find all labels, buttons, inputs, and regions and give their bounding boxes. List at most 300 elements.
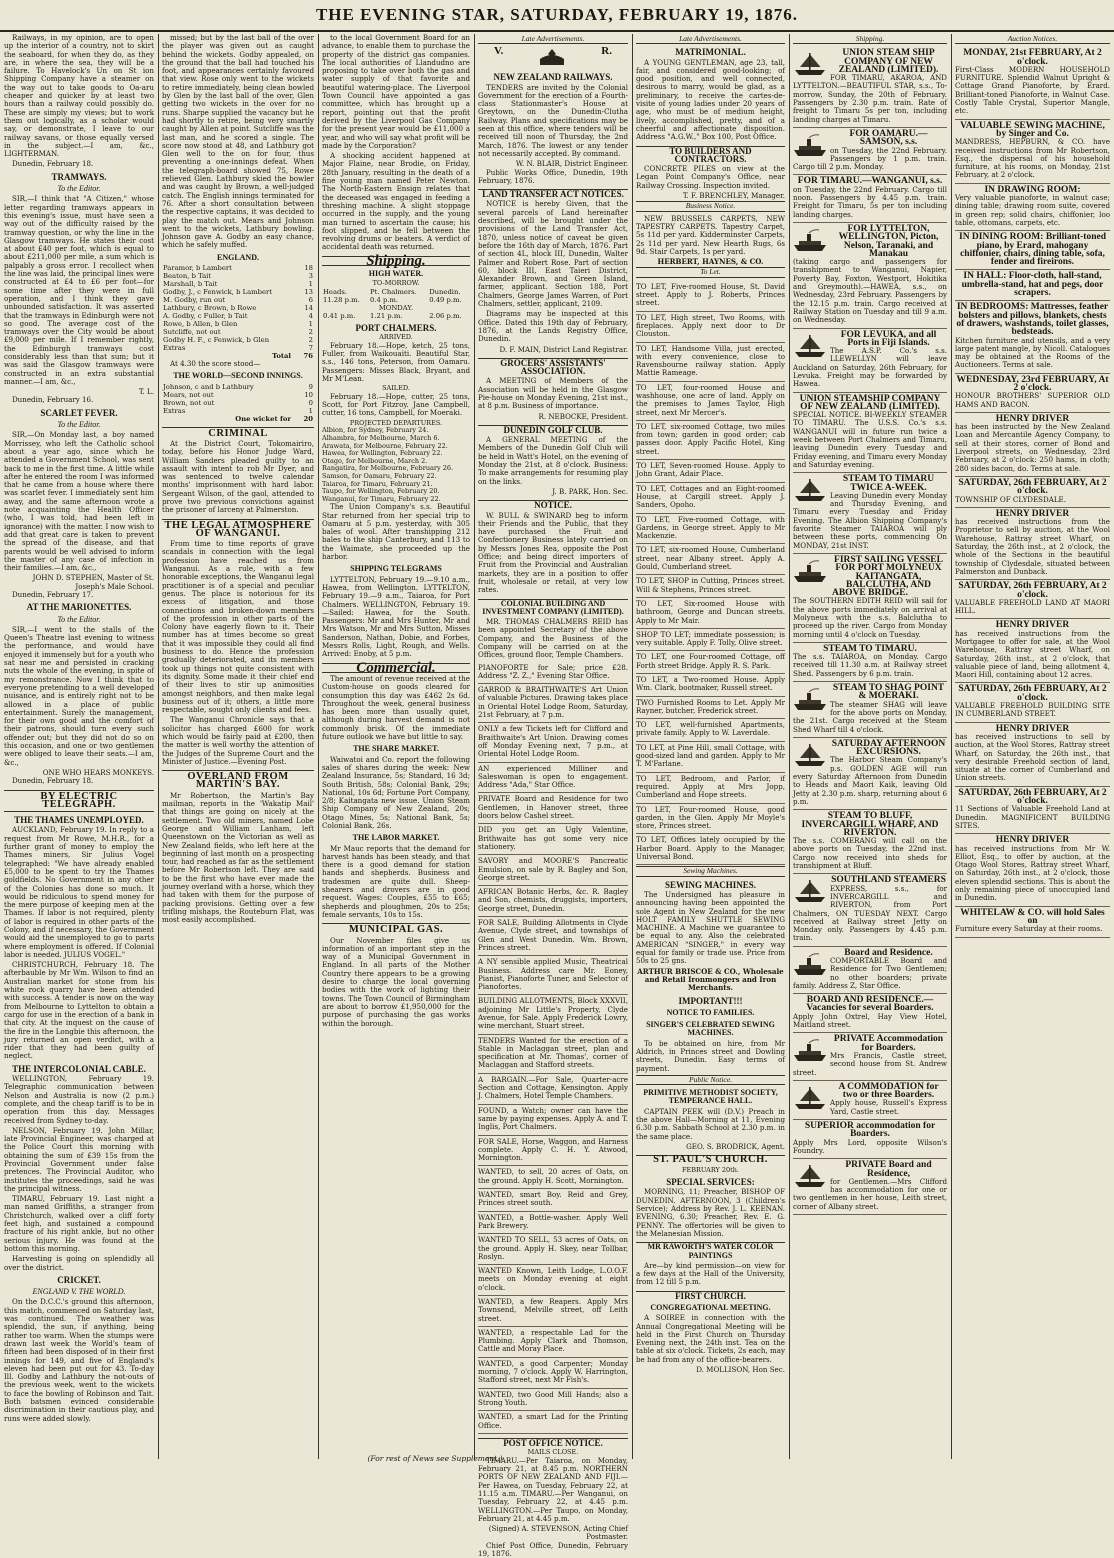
- to-let-ad: [636, 651, 785, 674]
- ad-signature: GEO. S. BRODRICK, Agent.: [686, 1141, 785, 1151]
- classified-ad: [478, 1411, 628, 1434]
- ad-text: WANTED TO SELL, 53 acres of Oats, on the ground. Apply H. Skey, near Tollbar, Roslyn.: [478, 1235, 628, 1261]
- heading-notice-families: NOTICE TO FAMILIES.: [666, 1007, 755, 1017]
- ad-body: W. BULL & SWINARD beg to inform their Friends and the Public, that they have purchased the Fruit and Confectionery Business lately carried on by Messrs Jones Rea, opposite the Post Office; and being direct importers of Fruit from the Provincial and Australian markets, they are in a position to offer fruit, wholesale or retail, at very low rates.: [478, 510, 628, 595]
- classified-ad: [478, 995, 628, 1034]
- auction-ad: [955, 907, 1110, 938]
- classified-ad: [478, 1212, 628, 1235]
- runs: 6: [308, 296, 313, 305]
- ad-text: WANTED, two Good Mill Hands; also a Strong Youth.: [478, 1389, 628, 1407]
- runs: 1: [308, 280, 313, 289]
- classified-ad: [478, 855, 628, 886]
- ad-text: AN experienced Milliner and Saleswoman is open to engagement. Address "Ada," Star Office.: [478, 763, 628, 790]
- heading-share-market: THE SHARE MARKET.: [353, 744, 439, 754]
- score-row: [162, 272, 314, 280]
- shipping-ad: [793, 738, 947, 810]
- shipping-ad: [793, 47, 947, 128]
- letter-body: SIR,—I think that "A Citizen," whose letter regarding tramways appears in this evening's issue, must have seen a way out of the difficulty raised by the tramway question, or why the line in the Glasgow tramways. He states their cost at about £40 per foot, which is equal to about £211,000 per mile, a sum which is palpably a gross error. I recollect when the line was laid, the principal lines were constructed at £4 to £6 per foot—for some time after they were in full operation, and I think they gave unbounded satisfaction. It was asserted that the tramways in Edinburgh were not so good. The average cost of the tramways over the City would be about £9,000 per mile. If I remember rightly, the Edinburgh tramways cost considerably less than that sum; but it was said the Glasgow tramways were constructed in an extra substantial manner.—I am, &c.,: [4, 194, 154, 386]
- auction-ad: [955, 231, 1110, 270]
- news-body: Mr Robertson, the Martin's Bay mailman, reports in the 'Wakatip Mail' that things are going on nicely at the settlement. Two old miners, named Lobe George and William Lanham, left Queenstown on the Victorian as well as New Zealand fields, who left here at the beginning of last month on a prospecting tour, had reached as far as the settlement before Mr Robertson left. They are said to be the first who have ever made the journey overland with a horse, which they had taken with them for the purpose of packing provisions. Getting over a few trifling mishaps, the Routeburn Flat, was most easily accomplished.: [162, 790, 314, 925]
- heading-notice: NOTICE.: [478, 500, 628, 509]
- section-heading: Late Advertisements.: [478, 35, 628, 44]
- score-row: [162, 320, 314, 328]
- heading-post-office: POST OFFICE NOTICE.: [478, 1438, 628, 1447]
- ad-title: SATURDAY AFTERNOON EXCURSIONS.: [831, 738, 946, 758]
- steamer-icon: [793, 1037, 827, 1063]
- auction-ad: [955, 834, 1110, 906]
- batsman: Johnson, c and b Lathbury: [163, 382, 254, 391]
- ad-title: WEDNESDAY, 23rd FEBRUARY, At 2 o'clock.: [956, 374, 1109, 393]
- ad-signature: D. MOLLISON, Hon Sec.: [696, 1365, 785, 1375]
- page-footer: (For rest of News see Supplement.): [367, 1454, 503, 1463]
- ad-body: TIMARU.—Per Taiaroa, on Monday, February 21, at 8.45 p.m. NORTHERN PORTS OF NEW ZEALAND AND FIJI.—Per Hawea, on Tuesday, February 22, at 11.15 a.m. TIMARU.—Per Wanganui, on Tuesday, February 22, at 4.45 p.m. WELLINGTON.—Per Taupo, on Monday, February 21, at 4.45 p.m.: [478, 1455, 628, 1523]
- section-heading: To Let.: [636, 267, 785, 277]
- ad-title: Board and Residence.: [844, 947, 933, 958]
- ad-title: SATURDAY, 26th FEBRUARY, At 2 o'clock.: [958, 684, 1107, 703]
- hw-col: Heads.: [323, 287, 348, 296]
- heading-labor-market: THE LABOR MARKET.: [352, 833, 440, 843]
- shipping-ad: [793, 643, 947, 682]
- batsman: Beaton, b Tait: [163, 272, 212, 281]
- newspaper-title: THE EVENING STAR, SATURDAY, FEBRUARY 19, 1876.: [315, 5, 799, 24]
- batsman: Brown, not out: [163, 398, 215, 407]
- ad-text: TO LET, a Two-roomed House. Apply Wm. Clark, bootmaker, Russell street.: [636, 675, 785, 693]
- sailing-ship-icon: [793, 1163, 827, 1189]
- masthead: [0, 0, 1114, 32]
- ad-text: WANTED, a Bottle-washer. Apply Well Park Brewery.: [478, 1212, 628, 1230]
- runs: 7: [308, 344, 313, 353]
- ad-text: FOR SALE, Horse, Waggon, and Harness complete. Apply C. H. Y. Atwood, Mornington.: [478, 1136, 628, 1163]
- heading-port-chalmers: PORT CHALMERS.: [355, 322, 437, 333]
- ad-text: WANTED, a respectable Lad for the Plumbing. Apply Clark and Thomson, Cattle and Moray Place.: [478, 1327, 628, 1354]
- ad-text: The s.s. COMERANG will call on the above ports on Tuesday, the 22nd inst. Cargo now received into sheds for transhipment at Bluff.: [793, 836, 947, 871]
- auction-ad: [955, 374, 1110, 413]
- classified-ad: [478, 1136, 628, 1167]
- ad-title: HENRY DRIVER: [995, 620, 1070, 631]
- to-let-ad: [636, 544, 785, 575]
- total-value: 20: [303, 414, 313, 423]
- news-body: February 18.—Hope, cutter, 25 tons, Scott, for Port Fitzroy. Jane Campbell, cutter, 16 tons, Campbell, for Moeraki.: [322, 391, 470, 418]
- ad-text: FOR TIMARU, AKAROA, AND LYTTELTON.—BEAUTIFUL STAR, s.s., To-morrow, Sunday, the 20th of February. Passengers by 2.30 p.m. train. Rate of freight to Timaru 5s per ton, including landing charges at Timaru.: [793, 73, 947, 124]
- news-body: LYTTELTON, February 19.—9.10 a.m., Hawea, from Wellington. LYTTELTON, February 19.—9 a.m., Taiaroa, for Port Chalmers. WELLINGTON, February 19.—Sailed: Hawea, for the South. Passengers: Mr and Mrs Hunter, Mr and Mrs Watson, Mr and Mrs Sutton, Misses Sanderson, Nathan, Dobie, and Forbes, Messrs Rolls, Light, Rough, and Wells. Arrived: Enoby, at 5 p.m.: [322, 574, 470, 659]
- news-body: Mr Mauc reports that the demand for harvest hands has been steady, and that there is a good demand for station hands and shepherds. Business and tradesmen are quite dull. Sheep-shearers and drovers are in good request. Wages: Couples, £55 to £65; shepherds and ploughmen, 20s to 25s; female servants, 10s to 15s.: [322, 843, 470, 919]
- to-let-ad: [636, 382, 785, 421]
- shipping-ad: [793, 128, 947, 175]
- england-scorecard: [162, 264, 314, 352]
- ad-text: MANDRESS, HEPBURN, & CO. have received instructions from Mr Robertson, Esq., the dispersal of his household furniture, at his rooms, on Monday, 21st February, at 2 o'clock.: [955, 137, 1110, 180]
- ad-body: MR. THOMAS CHALMERS REID has been appointed Secretary of the above Company, and the Business of the Company will be carried on at the Offices, ground floor, Temple Chambers.: [478, 617, 628, 660]
- to-let-list: [636, 281, 785, 866]
- score-row: [162, 304, 314, 312]
- heading-raworth: MR RAWORTH'S WATER COLOR PAINTINGS: [636, 1242, 785, 1260]
- batsman: Godby H. F., c Fenwick, b Glen: [163, 336, 270, 345]
- to-let-ad: [636, 629, 785, 652]
- ad-title: IN DINING ROOM: Brilliant-toned piano, by Erard, mahogany chiffonier, chairs, dining table, sofa, fender and fireirons.: [959, 232, 1106, 268]
- heading-telegrams: SHIPPING TELEGRAMS: [350, 564, 442, 574]
- ad-text: SHOP TO LET; immediate possession; is very suitable. Apply F. Tolly, Olive street.: [636, 629, 785, 648]
- news-body: The amount of revenue received at the Custom-house on goods cleared for consumption this day was £462 2s 6d. Throughout the week, general business has been more than usually quiet, although during harvest demand is not commonly brisk. Of the immediate future outlook we have but little to say.: [322, 673, 470, 742]
- news-body: On the D.C.C.'s ground this afternoon, this match, commenced on Saturday last, was continued. The weather was splendid, the sun, if anything, being rather too warm. When the stumps were drawn last week the World's team of fifteen had been disposed of in their first innings for 149, and five of England's eleven had been put out for 43. To-day Ill. Godby and Lathbury the not-outs of the previous week, went to the wickets to face the bowling of Robinson and Tait. Both batsmen evinced considerable discrimination in their cautious play, and runs were added slowly.: [4, 1297, 154, 1423]
- total-label: One wicket for: [235, 414, 291, 423]
- ad-title: HENRY DRIVER: [995, 723, 1070, 734]
- ad-text: TO LET, six-roomed Cottage, two miles from town; garden in good order; cab passes door. Apply Pacific Hotel, King street.: [636, 421, 785, 456]
- classified-ad: [478, 684, 628, 723]
- subheading: PROJECTED DEPARTURES.: [349, 418, 443, 427]
- shipping-ad: [793, 682, 947, 738]
- heading-scarlet-fever: SCARLET FEVER.: [40, 407, 118, 418]
- ad-body: To be obtained on hire, from Mr Aldrich, in Princes street and Dowling streets, Dunedin. Easy terms of payment.: [636, 1038, 785, 1073]
- heading-commercial: Commercial.: [322, 663, 470, 673]
- departure-item: Hawea, for Wellington, February 22.: [322, 449, 443, 458]
- ad-text: WANTED, a good Carpenter; Monday morning, 7 o'clock. Apply W. Harrington, Stafford street, next Mr Fish's.: [478, 1358, 628, 1385]
- ad-signature: HERBERT, HAYNES, & CO.: [657, 257, 764, 267]
- ad-text: WANTED, a few Reapers. Apply Mrs Townsend, Melville street, off Leith street.: [478, 1297, 628, 1323]
- ad-title: SOUTHLAND STEAMERS: [831, 875, 946, 886]
- letter-body: SIR,—On Monday last, a boy named Morrissey, who left the Catholic school about a year ago, since which he attended a Government School, was sent back to me in the first time. A little while after he entered the room I was informed that he came from a house where there was scarlet fever. I immediately sent him away, and the same afternoon wrote a note acquainting the Health Officer (who, I was told, had been left in ignorance) with the matter. I now wish to add that great care is taken to prevent the spread of the disease, and that parents would be well advised to inform the master of any case of infection in their families.—I am, &c.,: [4, 430, 154, 573]
- classified-ad: [478, 1166, 628, 1189]
- ad-title: HENRY DRIVER: [995, 413, 1070, 424]
- letter-signature: T. L.: [138, 387, 154, 397]
- ad-text: TO LET, Cottages and an Eight-roomed House, at Cargill street. Apply J. Sanders, Opoho.: [636, 483, 785, 510]
- royal-crest-icon: [535, 47, 569, 69]
- ad-text: has been instructed by the New Zealand Loan and Mercantile Agency Company, to sell at their stores, corner of Bond and Liverpool streets, on Wednesday, 23rd February, at 2 o'clock: 250 hams, in cloth; 280 sides bacon, do. Terms at sale.: [955, 422, 1110, 473]
- ad-text: TO LET, at Pine Hill, small Cottage, with good-sized land and garden. Apply to Mr T. M'Farlane.: [636, 742, 785, 769]
- ad-title: STEAM TO SHAG POINT & MOERAKI.: [832, 683, 945, 702]
- runs: 18: [304, 264, 313, 273]
- ad-text: 11 Sections of Valuable Freehold Land at Dunedin. MAGNIFICENT BUILDING SITES.: [955, 804, 1110, 830]
- ad-text: TO LET, well-furnished Apartments, private family. Apply to W. Laverdale.: [636, 720, 785, 738]
- column-rule: [632, 34, 633, 1459]
- to-let-ad: [636, 281, 785, 312]
- ad-body: TENDERS are invited by the Colonial Government for the erection of a Fourth-class Stationmaster's House at Greytown, on the Dunedin-Clutha Railway. Plans and specifications may be seen at this office, where tenders will be received till noon of Thursday, the 2nd March, 1876. The lowest or any tender not necessarily accepted. By command.: [478, 82, 628, 158]
- ad-title: SATURDAY, 26th FEBRUARY, At 2 o'clock.: [958, 581, 1107, 600]
- classified-ad: [478, 793, 628, 824]
- batsman: Sutcliffe, not out: [163, 328, 221, 337]
- ad-text: TO LET, six-roomed House, Cumberland street, near Albany street. Apply A. Gould, Cumberland street.: [636, 545, 785, 572]
- to-let-ad: [636, 460, 785, 483]
- hw-cell: 2.06 p.m.: [429, 311, 462, 320]
- heading-important: IMPORTANT!!!: [678, 995, 743, 1006]
- ad-text: (taking cargo and passengers for transhipment to Wanganui, Napier, Poverty Bay, Foxton, Westport, Hokitika and Greymouth).—HAWEA, s.s., on Wednesday, 23rd February. Passengers by the 12.15 p.m. train. Cargo received at Railway Station on Tuesday and till 9 a.m. on Wednesday.: [793, 257, 947, 325]
- runs: 2: [308, 328, 313, 337]
- hw-day: MONDAY.: [378, 303, 414, 312]
- ad-text: DID you get an Ugly Valentine, Brithwaite has got some very nice stationery.: [478, 825, 628, 851]
- shipping-ad: [793, 393, 947, 474]
- heading-municipal-gas: MUNICIPAL GAS.: [322, 923, 470, 934]
- ad-text: The s.s. TAIAROA, on Monday. Cargo received till 11.30 a.m. at Railway street Shed. Passengers by 6 p.m. train.: [793, 652, 947, 678]
- ad-signature: (Signed) A. STEVENSON, Acting Chief Postmaster.: [488, 1524, 628, 1542]
- auction-ad: [955, 413, 1110, 477]
- letter-railways: Railways, in my opinion, are to open up the interior of a country, not to skirt the seaboard, for when they do, as they are, in where the sea, they will be a failure. To Havelock's Un on St ion Shipping Company have a steamer on the way out to take goods to Oa-aru cheaper and quicker by at least two hours than a railway could possibly do. These are simply my views; but to work them out logically, as a scholar would say, or demonstrate, I leave to our railway savans, or those equally versed in the subject.—I am, &c., LIGHTERMAN.: [4, 33, 154, 159]
- news-body: February 18.—Hope, ketch, 25 tons, Fuller, from Waikouaiti. Beautiful Star, s.s., 146 tons, Peterson, from Oamaru. Passengers: Misses Black, Bryant, and Mr M'Lean.: [322, 340, 470, 383]
- runs: 14: [304, 304, 313, 313]
- classified-ad: [478, 1074, 628, 1105]
- heading-marionettes: AT THE MARIONETTES.: [26, 602, 132, 613]
- shipping-ad: [793, 994, 947, 1033]
- runs: 1: [308, 320, 313, 329]
- column-4: [478, 34, 628, 1558]
- batsman: Mears, not out: [163, 390, 214, 399]
- news-body: NELSON, February 19. John Millar, late Provincial Engineer, was charged at the Police Court this morning with obtaining the sum of £39 15s from the Provincial Government under false pretences. The Provincial Auditor, who institutes the proceedings, said he was the principal witness.: [4, 1125, 154, 1193]
- letter-date: Dunedin, February 17.: [12, 590, 94, 599]
- column-1: [4, 34, 154, 1454]
- heading-matrimonial: MATRIMONIAL.: [675, 47, 746, 58]
- ad-title: FOR OAMARU.—SAMSON, s.s.: [849, 128, 928, 148]
- score-row: [162, 344, 314, 352]
- letter-date: Dunedin, February 18.: [12, 159, 94, 169]
- score-row: [162, 312, 314, 320]
- auction-ad: [955, 301, 1110, 373]
- section-heading: Business Notice.: [636, 201, 785, 211]
- ad-title: SATURDAY, 26th FEBRUARY, At 2 o'clock.: [958, 787, 1107, 807]
- score-row: [162, 336, 314, 344]
- letter-body: SIR,—I went to the stalls of the Queen's Theatre last evening to witness the performance, and would have enjoyed it immensely but for a youth who sat near me and persisted in cracking nuts the whole of the evening, in spite of my remonstrance. Now I think that to everyone pretending to a well developed nuisance, and is entirely right not to be allowed in a place of public entertainment. Surely the management, for their own good and the comfort of their patrons, should turn every such offender out; but they did not do so on this occasion, and one or two gentlemen were obliged to leave their seats.—I am, &c.,: [4, 624, 154, 767]
- ad-text: TO LET, High street, Two Rooms, with fireplaces. Apply next door to Dr Clouston.: [636, 312, 785, 339]
- steamer-icon: [793, 227, 827, 253]
- ad-text: TO LET, Five-roomed Cottage, with Gardens, in George street. Apply to Mr Mackenzie.: [636, 514, 785, 541]
- ad-text: TO LET, one Four-roomed Cottage, off Forth street Bridge. Apply R. S. Park.: [636, 652, 785, 670]
- ad-text: The Harbor Steam Company's p.s. GOLDEN AGE will run every Saturday Afternoon from Dunedin to Heads and Maori Kaik, leaving Old Jetty at 2.30 p.m. sharp, returning about 6 p.m.: [793, 755, 947, 806]
- shipping-ad: [793, 947, 947, 994]
- batsman: A. Godby, c Fuller, b Tait: [163, 312, 248, 321]
- ad-body: NEW BRUSSELS CARPETS, NEW TAPESTRY CARPETS. Tapestry Carpet, 5s 11d per yard. Kidderminster Carpets, 2s 11d per yard. New Hearth Rugs, 6s 9d. Stair Carpets, 1s per yard.: [636, 213, 785, 256]
- batsman: M. Godby, run out: [163, 296, 226, 305]
- ad-body: CAPTAIN PEEK will (D.V.) Preach in the above Hall—Morning at 11, Evening 6.30 p.m. Sabbath School at 2.30 p.m. in the same place.: [636, 1106, 785, 1141]
- column-3: [322, 34, 470, 1454]
- section-heading: Late Advertisements.: [636, 35, 785, 44]
- column-2: [162, 34, 314, 1454]
- high-water-table: [322, 288, 470, 320]
- ad-title: UNION STEAM SHIP COMPANY OF NEW ZEALAND (LIMITED).: [838, 48, 939, 75]
- ad-text: Very valuable pianoforte, in walnut case; dining table; drawing room suite, covered in green rep; solid chairs, chiffonier, loo table, ottomans, carpets, etc.: [955, 193, 1110, 227]
- steamer-icon: [793, 558, 827, 584]
- column-7: [955, 34, 1110, 1454]
- departure-item: Alhambra, for Melbourne, March 6.: [322, 433, 440, 442]
- ad-text: Leaving Dunedin every Monday and Thursday Evening, and Timaru every Tuesday and Friday Evening. The Albion Shipping Company's favorite Steamer TAIAROA will ply between these ports, commencing On MONDAY, 21st INST.: [793, 490, 947, 550]
- ad-text: HONOUR BROTHERS' SUPERIOR OLD HAMS AND BACON.: [955, 391, 1110, 409]
- departure-item: Arawata, for Melbourne, February 22.: [322, 441, 448, 450]
- ad-title: FOR LEVUKA, and all Ports in Fiji Islands.: [840, 329, 937, 348]
- ad-text: VALUABLE FREEHOLD BUILDING SITE IN CUMBERLAND STREET.: [955, 701, 1110, 719]
- ad-text: VALUABLE FREEHOLD LAND AT MAORI HILL.: [955, 597, 1110, 616]
- to-let-ad: [636, 343, 785, 382]
- ad-text: on Tuesday, the 22nd February. Cargo till noon. Passengers by 4.45 p.m. train. Freight for Timaru, 5s per ton including landing charges.: [793, 184, 947, 219]
- ad-text: FOR SALE, Building Allotments in Clyde Avenue, Clyde street, and townships of Glen and West Dunedin. Wm. Brown, Princes street.: [478, 918, 628, 952]
- ad-text: TO LET, Seven-roomed House. Apply to John Grant, Adair Place.: [636, 461, 785, 479]
- ad-text: First-Class MODERN HOUSEHOLD FURNITURE. Splendid Walnut Upright & Cottage Grand Pianoforte, by Erard. Brilliant-toned Pianoforte, in Walnut Case. Costly Table Crystal, Superior Mangle, etc.: [955, 64, 1110, 116]
- score-row: [162, 383, 314, 391]
- runs: 4: [308, 312, 313, 321]
- ad-text: has received instructions to sell by auction, at the Wool Stores, Rattray street Wharf, on Saturday, the 26th inst., that very desirable Freehold section of land, situate at the corner of Cumberland and Union streets.: [955, 731, 1110, 783]
- ad-title: PRIVATE Board and Residence,: [845, 1160, 932, 1179]
- runs: 3: [308, 272, 313, 281]
- ad-body: Are—by kind permission—on view for a few days at the Hall of the University, from 12 till 5 p.m.: [636, 1260, 785, 1287]
- classified-ad: [478, 917, 628, 956]
- subheading: ENGLAND V. THE WORLD.: [32, 1287, 126, 1297]
- news-body: Harvesting is going on splendidly all over the district.: [4, 1254, 154, 1272]
- news-body: A shocking accident happened at Major Flaine, near Brodie, on Friday, 28th January, resulting in the death of a fine young man named Peter Newton. The North-Eastern Ensign relates that the deceased was engaged in feeding a threshing machine. A slight stoppage occurred in the supply, and the young man turned to ascertain the cause; his foot slipped, and he fell between the revolving drums or beaters. A verdict of accidental death was returned.: [322, 151, 470, 252]
- ad-signature: J. B. PARK, Hon. Sec.: [552, 486, 628, 496]
- letter-date: Dunedin, February 18.: [12, 776, 94, 786]
- shipping-ad: [793, 1120, 947, 1159]
- ad-text: The A.S.P. Co.'s s.s. LLEWELLYN will leave Auckland on Saturday, 26th February, for Levuka. Freight may be forwarded by Hawea.: [793, 346, 947, 389]
- ad-text: SAVORY and MOORE'S Pancreatic Emulsion, on sale by R. Bagley and Son, George street.: [478, 856, 628, 882]
- ad-body: A SOIREE in connection with the Annual Congregational Meeting will be held in the First Church on Thursday Evening next, the 24th inst. Tea on the table at six o'clock. Tickets, 2s each, may be had from any of the office-bearers.: [636, 1313, 785, 1364]
- letter-signature: ONE WHO HEARS MONKEYS.: [42, 767, 154, 777]
- ad-title: FOR LYTTELTON, WELLINGTON, Picton, Nelson, Taranaki, and Manakau: [838, 223, 939, 259]
- heading-world: THE WORLD—SECOND INNINGS.: [173, 371, 303, 381]
- classified-ad: [478, 1234, 628, 1265]
- auction-ad: [955, 787, 1110, 834]
- ad-text: TENDERS Wanted for the erection of a Stable in Maclaggan street, plan and specification at Mr. Thomas', corner of Maclaggan and Stafford streets.: [478, 1035, 628, 1070]
- news-body: At the District Court, Tokomairiro, today, before his Honor Judge Ward, William Sanders pleaded guilty to an assault with intent to rob Mr Dyer, and was sentenced to twelve calendar months' imprisonment with hard labor. Sergeant Wilson, of the gaol, attended to prove two previous convictions against the prisoner of larceny at Palmerston.: [162, 438, 314, 515]
- score-row: [162, 288, 314, 296]
- heading-tramways: TRAMWAYS.: [51, 171, 107, 182]
- classified-ad: [478, 1265, 628, 1296]
- shipping-ad: [793, 1033, 947, 1080]
- to-let-ad: [636, 804, 785, 835]
- auction-ad: [955, 270, 1110, 301]
- news-body: AUCKLAND, February 19. In reply to a request from Mr Rowe, M.H.R., for a further grant of money to employ the Thames miners, Sir Julius Vogel telegraphed: "We have already enabled £5,000 to be spent to try the Thames goldfields. No Government in any other of the Colonies has done so much. It would be ridiculous to spend money for the mere purpose of keeping men at the Thames. If labor is not required, plenty of labor is required in other parts of the Colony, and if necessary, the Government would aid the unemployed to go to parts where employment is offered. If Colonial labor is needed. JULIUS VOGEL.": [4, 825, 154, 959]
- ad-text: A NY sensible applied Music, Theatrical Business. Address care Mr. Eoney, Pianist, Pianoforte Tuner, and Selector of Pianofortes.: [478, 957, 628, 992]
- column-rule: [951, 34, 952, 1459]
- ad-text: Apply house, Russell's Express Yard, Castle street.: [830, 1098, 947, 1116]
- auction-ad: [955, 619, 1110, 683]
- heading-land-transfer: LAND TRANSFER ACT NOTICES.: [478, 189, 628, 198]
- ad-text: AFRICAN Botanic Herbs, &c. R. Bagley and Son, chemists, druggists, importers, George street, Dunedin.: [478, 887, 628, 913]
- ad-body: CONCRETE PILES on view at the Legan Point Company's Office, near Railway Crossing. Inspection invited.: [636, 164, 785, 190]
- ad-text: TO LET, four-roomed House and washhouse, one acre of land. Apply on the premises to James Taylor, High street, next Mr Mercer's.: [636, 382, 785, 417]
- to-let-ad: [636, 483, 785, 514]
- ad-title: SATURDAY, 26th FEBRUARY, At 2 o'clock.: [958, 477, 1107, 497]
- departure-item: Taupo, for Wellington, February 20.: [322, 487, 440, 496]
- batsman: Paramor, b Lambert: [163, 264, 232, 273]
- news-body: From time to time reports of grave scandals in connection with the legal profession have reached us from Wanganui. As a rule, with a few honorable exceptions, the Wanganui legal practitioner is of a special and peculiar genus. The place is notorious for its excess of litigation, and those connections and broken-down members of the profession in other parts of the Colony have eagerly flown to it. Their number has at times become so great that it was impossible they could all find business to do. Hence the profession gradually deteriorated, and its members took up things not quite consistent with its dignity. Some made it their chief end of their lives to stir up animosities amongst neighbors, and then make legal business out of it; others, a little more respectable, sought only clients and fees.: [162, 539, 314, 715]
- ad-body: A GENERAL MEETING of the Members of the Dunedin Golf Club will be held in Watt's Hotel, on the evening of Monday the 21st, at 8 o'clock. Business: To make arrangements for resuming play on the links.: [478, 435, 628, 486]
- sailing-ship-icon: [793, 742, 827, 768]
- sailing-ship-icon: [793, 333, 827, 359]
- ad-text: The steamer SHAG will leave for the above ports on Monday, the 21st. Cargo received at the Steam Shed Wharf till 4 o'clock.: [793, 699, 947, 734]
- ad-title: FIRST SAILING VESSEL FOR PORT MOLYNEUX KAITANGATA, BALCLUTHA, AND ABOVE BRIDGE.: [831, 554, 943, 599]
- shipping-ad: [793, 223, 947, 329]
- shipping-ads-list: [793, 47, 947, 1215]
- score-row: [162, 328, 314, 336]
- auction-ad: [955, 120, 1110, 184]
- departure-item: Samson, for Oamaru, February 22.: [322, 471, 437, 480]
- total-label: Total: [272, 352, 291, 361]
- to-let-ad: [636, 719, 785, 742]
- heading-england: ENGLAND.: [216, 252, 259, 262]
- heading-primitive: PRIMITIVE METHODIST SOCIETY, TEMPERANCE HALL.: [643, 1088, 778, 1106]
- heading-cricket: CRICKET.: [57, 1274, 101, 1285]
- news-body: Waiwatoi and Co. report the following sales of shares during the week: New Zealand Insurance, 5s; Standard, 16 3d; South British, 58s; Colonial Bank, 29s; National, 10s 6d; Fortune Port Company, 2/8; Kaitangata new issue. Union Steam Ship Company of New Zealand, 20s; Otago Mines, 5s; National Bank, 5s; Colonial Bank, 26s.: [322, 754, 470, 830]
- ad-office: Chief Post Office, Dunedin, February 19, 1876.: [478, 1540, 628, 1558]
- batsman: Marshall, b Tait: [163, 280, 218, 289]
- classified-ad: [478, 824, 628, 855]
- score-row: [162, 391, 314, 399]
- ad-text: WANTED, a smart Lad for the Printing Office.: [478, 1412, 628, 1430]
- letter-signature: JOHN D. STEPHEN, Master of St. Joseph's Male School.: [32, 573, 154, 591]
- ad-text: COMFORTABLE Board and Residence for Two Gentlemen; no other boarders; private family. Address Z, Star Office.: [793, 955, 947, 990]
- departure-item: Rangatira, for Melbourne, February 26.: [322, 464, 454, 473]
- departure-item: Wanganui, for Timaru, February 22.: [322, 494, 441, 503]
- ad-title: FOR TIMARU.—WANGANUI, s.s.: [797, 176, 943, 187]
- batsman: Lathbury, c Brown, b Rowe: [163, 304, 257, 313]
- auction-ad: [955, 723, 1110, 787]
- world-scorecard: [162, 383, 314, 415]
- subheading: SAILED.: [382, 384, 410, 393]
- subheading: To the Editor.: [57, 420, 101, 430]
- heading-st-pauls: ST. PAUL'S CHURCH.: [636, 1155, 785, 1164]
- section-heading: Public Notice.: [636, 1075, 785, 1085]
- ad-title: STEAM TO BLUFF, INVERCARGILL WHARF, AND RIVERTON.: [801, 811, 939, 838]
- column-rule: [158, 34, 159, 1459]
- to-let-ad: [636, 742, 785, 773]
- ad-title: IN HALL: Floor-cloth, hall-stand, umbrella-stand, hat and pegs, door scrapers.: [961, 271, 1104, 299]
- subheading: MAILS CLOSE.: [527, 1448, 579, 1457]
- steamer-icon: [793, 132, 827, 158]
- heading-builders: TO BUILDERS AND CONTRACTORS.: [636, 146, 785, 164]
- ad-title: A COMMODATION for two or three Boarders.: [838, 1081, 939, 1101]
- ad-text: Apply Mrs Lord, opposite Wilson's Foundry.: [793, 1137, 947, 1155]
- subheading: To the Editor.: [57, 614, 101, 624]
- ad-text: for Gentlemen.—Mrs Clifford has accommodation for one or two gentlemen in her house, Leith street, corner of Albany street.: [793, 1176, 947, 1211]
- world-total-row: [162, 415, 314, 423]
- cipher-r: R.: [601, 45, 612, 58]
- letter-date: Dunedin, February 16.: [12, 395, 94, 405]
- to-let-ad: [636, 598, 785, 629]
- to-let-ad: [636, 421, 785, 460]
- ad-title: BOARD AND RESIDENCE.—Vacancies for several Boarders.: [806, 995, 934, 1014]
- ad-title: HENRY DRIVER: [995, 508, 1070, 519]
- to-let-ad: [636, 312, 785, 343]
- ad-signature: ARTHUR BRISCOE & CO., Wholesale and Retail Ironmongers and Iron Merchants.: [637, 966, 784, 993]
- heading-first-church: FIRST CHURCH.: [636, 1291, 785, 1300]
- classified-ad: [478, 662, 628, 685]
- ad-text: FOUND, a Watch; owner can have the same by paying expenses. Apply A. and T. Inglis, Port Chalmers.: [478, 1105, 628, 1132]
- ad-text: TO LET, Handsome Villa, just erected, with every convenience, close to Ravensbourne railway station. Apply Mattie Rameage.: [636, 343, 785, 378]
- ad-text: The SOUTHERN EDITH REID will sail for the above ports immediately on arrival at Molyneux with the s.s. Balclutha to proceed up the river. Cargo from Monday morning until 4 o'clock on Tuesday.: [793, 596, 947, 639]
- heading-martins-bay: OVERLAND FROM MARTIN'S BAY.: [162, 770, 314, 790]
- ad-title: IN BEDROOMS: Mattresses, feather bolsters and pillows, blankets, chests of drawers, washstands, toilet glasses, bedsteads.: [956, 302, 1109, 338]
- heading-golf: DUNEDIN GOLF CLUB.: [478, 425, 628, 434]
- ad-title: PRIVATE Accommodation for Boarders.: [833, 1034, 944, 1053]
- ad-body: The Undersigned has pleasure in announcing having been appointed the sole Agent in New Zealand for the new HOLT FAMILY SHUTTLE SEWING MACHINE. A Machine we guarantee to be equal to any. Also the celebrated AMERICAN "SINGER," in every way equal for family or trade use. Price from 50s to 25 gns.: [636, 889, 785, 966]
- vr-cipher: [478, 47, 628, 69]
- ad-body: NOTICE is hereby Given, that the several parcels of Land hereinafter described, will be brought under the provisions of the Land Transfer Act, 1870, unless notice of caveat be given before the 16th day of March, 1876. Part of section 4L, block III, Dunedin, Walter Palmer and Robert Rose. Part of section 60, block III, East Taieri District, Alexander Brown, and Green Island, farmer, applicant. Section 188, Port Chalmers, George James Warren, of Port Chalmers, settler, applicant, 2109.: [478, 199, 628, 309]
- classified-ad: [478, 1389, 628, 1412]
- ad-text: BUILDING ALLOTMENTS, Block XXXVII, adjoining Mr Little's Property, Clyde Avenue, for Sale. Apply Frederick Lowry, wine merchant, Stuart street.: [478, 996, 628, 1031]
- ad-text: has received instructions from the Proprietor to sell by auction, at the Wool Warehouse, Rattray street Wharf, on Saturday, the 26th inst., at 2 o'clock, the whole of the Sections in the beautiful township of Clydesdale, situated between Palmerston and Dunback.: [955, 517, 1110, 576]
- classified-ad: [478, 1035, 628, 1074]
- to-let-ad: [636, 575, 785, 598]
- to-let-ad: [636, 834, 785, 865]
- shipping-ad: [793, 329, 947, 393]
- heading-sewing: SEWING MACHINES.: [664, 879, 756, 890]
- ad-title: STEAM TO TIMARU.: [823, 643, 917, 654]
- sailing-ship-icon: [793, 878, 827, 904]
- classified-ad: [478, 723, 628, 762]
- hw-col: Dunedin.: [429, 287, 461, 296]
- news-body: The Wanganui Chronicle says that a solicitor has charged £600 for work which would be fairly paid at £200, then the matter is well worthy the attention of the Judges of the Supreme Court and the Minister of Justice.—Evening Post.: [162, 715, 314, 766]
- batsman: Godby, J., c Fenwick, b Lambert: [163, 288, 272, 297]
- to-let-ad: [636, 514, 785, 545]
- runs: 10: [304, 390, 313, 399]
- ad-text: TO LET, Five-roomed House, St. David street. Apply to J. Roberts, Princes street.: [636, 281, 785, 308]
- runs: 9: [308, 382, 313, 391]
- heading-colonial: COLONIAL BUILDING AND INVESTMENT COMPANY (LIMITED).: [478, 599, 628, 617]
- score-row: [162, 280, 314, 288]
